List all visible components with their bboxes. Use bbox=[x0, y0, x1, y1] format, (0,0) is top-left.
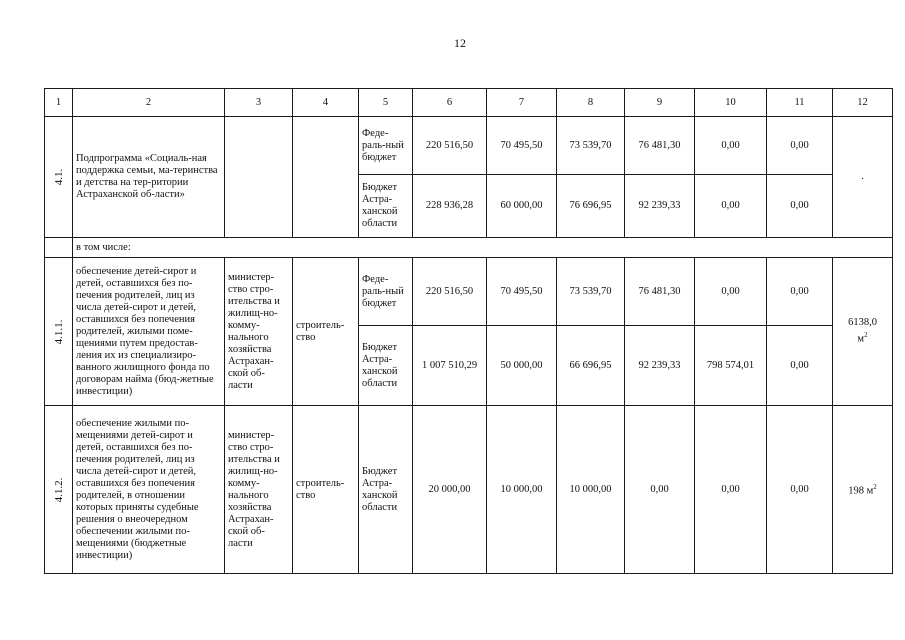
value-cell: 0,00 bbox=[695, 175, 767, 238]
column-header: 2 bbox=[73, 89, 225, 117]
direction-cell bbox=[293, 117, 359, 238]
value-cell: 76 481,30 bbox=[625, 117, 695, 175]
executor-cell: министер-ство стро-ительства и жилищ-но-комму-нального хозяйства Астрахан-ской об-ласти bbox=[225, 406, 293, 574]
column-header: 7 bbox=[487, 89, 557, 117]
executor-cell bbox=[225, 117, 293, 238]
value-cell: 10 000,00 bbox=[557, 406, 625, 574]
row-number: 4.1.1. bbox=[45, 258, 73, 406]
funding-source: Бюджет Астра-ханской области bbox=[359, 326, 413, 406]
value-cell: 0,00 bbox=[767, 326, 833, 406]
value-cell: 92 239,33 bbox=[625, 175, 695, 238]
table-row bbox=[45, 238, 893, 258]
column-header: 5 bbox=[359, 89, 413, 117]
measure-name: обеспечение жилыми по-мещениями детей-сирот и детей, оставшихся без по-печения родителей, лиц из числа детей-сирот и детей, оставшихся без попечения родителей, в отношении которых приняты судебные решения о внеочередном обеспечении жилыми по-мещениями (бюджетные инвестиции) bbox=[73, 406, 225, 574]
column-header: 10 bbox=[695, 89, 767, 117]
value-cell: 0,00 bbox=[695, 117, 767, 175]
column-header: 11 bbox=[767, 89, 833, 117]
indicator-unit-sup: 2 bbox=[864, 331, 868, 340]
value-cell: 798 574,01 bbox=[695, 326, 767, 406]
funding-source: Бюджет Астра-ханской области bbox=[359, 175, 413, 238]
funding-source: Феде-раль-ный бюджет bbox=[359, 258, 413, 326]
indicator-unit: м bbox=[857, 333, 865, 345]
indicator-cell bbox=[833, 258, 893, 406]
column-header: 4 bbox=[293, 89, 359, 117]
subprogram-name: Подпрограмма «Социаль-ная поддержка семьи, ма-теринства и детства на тер-ритории Астраханской об-ласти» bbox=[73, 117, 225, 238]
program-table bbox=[44, 88, 893, 574]
column-header: 8 bbox=[557, 89, 625, 117]
value-cell: 70 495,50 bbox=[487, 117, 557, 175]
executor-cell: министер-ство стро-ительства и жилищ-но-комму-нального хозяйства Астрахан-ской об-ласти bbox=[225, 258, 293, 406]
indicator-cell bbox=[833, 406, 893, 574]
direction-cell: строитель-ство bbox=[293, 406, 359, 574]
value-cell: 0,00 bbox=[695, 406, 767, 574]
value-cell: 66 696,95 bbox=[557, 326, 625, 406]
value-cell: 73 539,70 bbox=[557, 117, 625, 175]
value-cell: 0,00 bbox=[625, 406, 695, 574]
value-cell: 228 936,28 bbox=[413, 175, 487, 238]
direction-cell: строитель-ство bbox=[293, 258, 359, 406]
value-cell: 0,00 bbox=[767, 406, 833, 574]
column-header: 3 bbox=[225, 89, 293, 117]
table-row bbox=[45, 406, 893, 574]
value-cell: 60 000,00 bbox=[487, 175, 557, 238]
value-cell: 0,00 bbox=[767, 175, 833, 238]
value-cell: 1 007 510,29 bbox=[413, 326, 487, 406]
measure-name: обеспечение детей-сирот и детей, оставшихся без по-печения родителей, лиц из числа детей-сирот и детей, оставшихся без попечения родителей, жилыми поме-щениями путем предостав-ления их из специализиро-ванного жилищного фонда по договорам найма (бюд-жетные инвестиции) bbox=[73, 258, 225, 406]
row-number: 4.1. bbox=[45, 117, 73, 238]
value-cell: 92 239,33 bbox=[625, 326, 695, 406]
indicator-cell: . bbox=[833, 117, 893, 238]
value-cell: 70 495,50 bbox=[487, 258, 557, 326]
value-cell: 20 000,00 bbox=[413, 406, 487, 574]
page-number: 12 bbox=[454, 36, 466, 50]
indicator-unit-sup: 2 bbox=[873, 483, 877, 492]
value-cell: 220 516,50 bbox=[413, 258, 487, 326]
funding-source: Феде-раль-ный бюджет bbox=[359, 117, 413, 175]
indicator-value: 6138,0 bbox=[848, 317, 877, 329]
value-cell: 0,00 bbox=[695, 258, 767, 326]
value-cell: 0,00 bbox=[767, 258, 833, 326]
subtotal-label: в том числе: bbox=[73, 238, 893, 258]
value-cell: 73 539,70 bbox=[557, 258, 625, 326]
value-cell: 76 481,30 bbox=[625, 258, 695, 326]
column-header: 6 bbox=[413, 89, 487, 117]
value-cell: 220 516,50 bbox=[413, 117, 487, 175]
column-header: 1 bbox=[45, 89, 73, 117]
value-cell: 0,00 bbox=[767, 117, 833, 175]
funding-source: Бюджет Астра-ханской области bbox=[359, 406, 413, 574]
value-cell: 10 000,00 bbox=[487, 406, 557, 574]
row-number: 4.1.2. bbox=[45, 406, 73, 574]
indicator-value: 198 м bbox=[848, 485, 874, 497]
value-cell: 50 000,00 bbox=[487, 326, 557, 406]
column-header: 12 bbox=[833, 89, 893, 117]
table-row bbox=[45, 258, 893, 326]
column-header: 9 bbox=[625, 89, 695, 117]
table-row bbox=[45, 117, 893, 175]
value-cell: 76 696,95 bbox=[557, 175, 625, 238]
empty-cell bbox=[45, 238, 73, 258]
header-row bbox=[45, 89, 893, 117]
